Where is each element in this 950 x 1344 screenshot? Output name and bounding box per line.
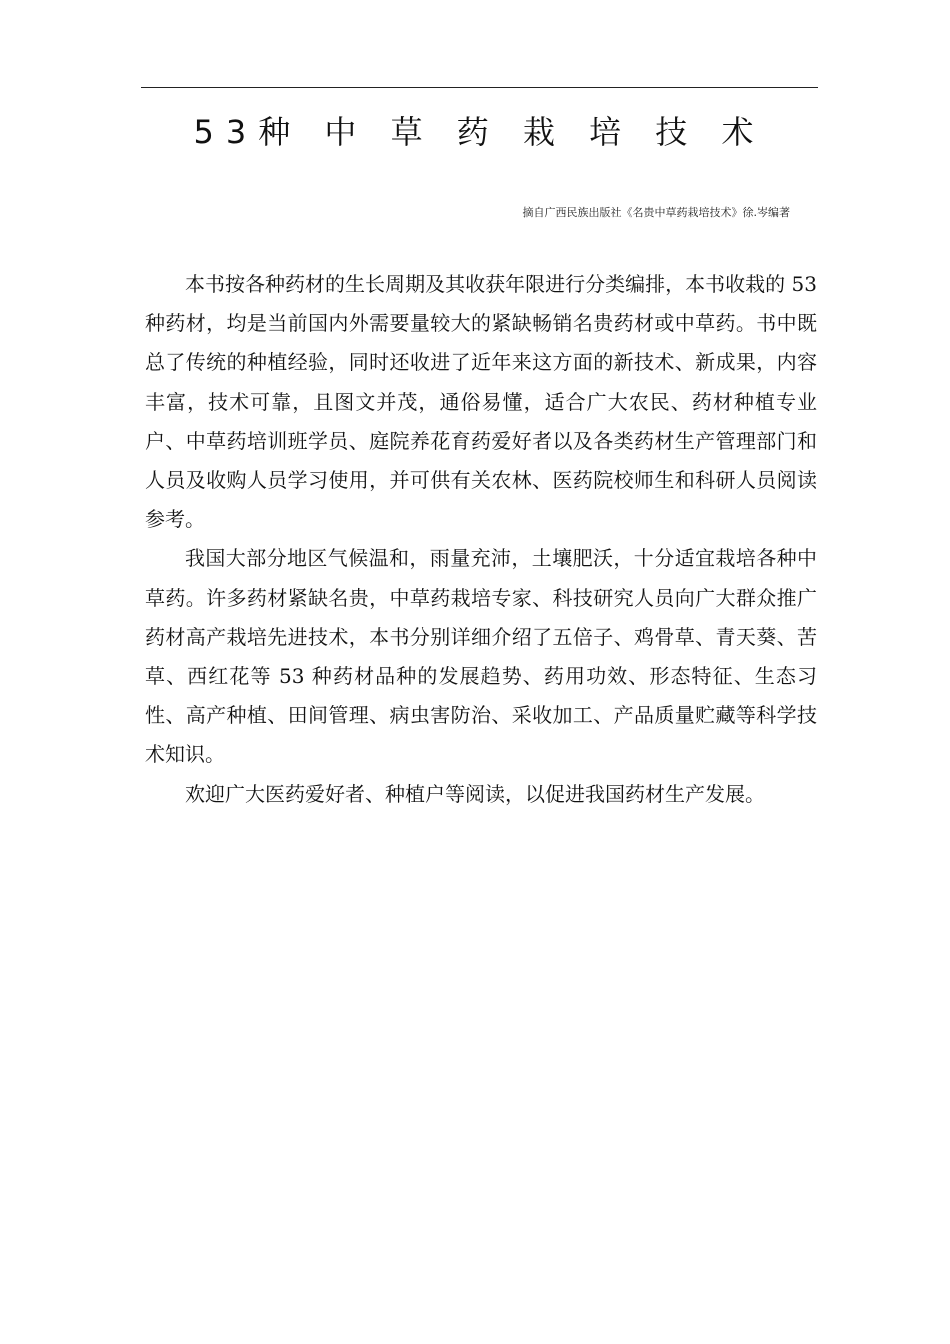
paragraph-content: 我国大部分地区气候温和，雨量充沛，土壤肥沃，十分适宜栽培各种中草药。许多药材紧缺名贵，中草药栽培专家、科技研究人员向广大群众推广药材高产栽培先进技术，本书分别详细介绍了五倍子、鸡骨草、青天葵、苦草、西红花等 53 种药材品种的发展趋势、药用功效、形态特征、生态习性、高产种植、田间管理、病虫害防治、采收加工、产品质量贮藏等科学技术知识。 [145, 546, 817, 767]
body-text [145, 265, 817, 814]
document-title: 53种 中 草 药 栽 培 技 术 [193, 113, 766, 151]
paragraph-closing: 欢迎广大医药爱好者、种植户等阅读，以促进我国药材生产发展。 [185, 781, 765, 806]
source-citation: 摘自广西民族出版社《名贵中草药栽培技术》徐.岑编著 [522, 206, 790, 219]
header-rule [141, 87, 818, 88]
paragraph-intro: 本书按各种药材的生长周期及其收获年限进行分类编排，本书收栽的 53 种药材，均是当前国内外需要量较大的紧缺畅销名贵药材或中草药。书中既总了传统的种植经验，同时还收进了近年来这方面的新技术、新成果，内容丰富，技术可靠，且图文并茂，通俗易懂，适合广大农民、药材种植专业户、中草药培训班学员、庭院养花育药爱好者以及各类药材生产管理部门和人员及收购人员学习使用，并可供有关农林、医药院校师生和科研人员阅读参考。 [145, 272, 817, 532]
